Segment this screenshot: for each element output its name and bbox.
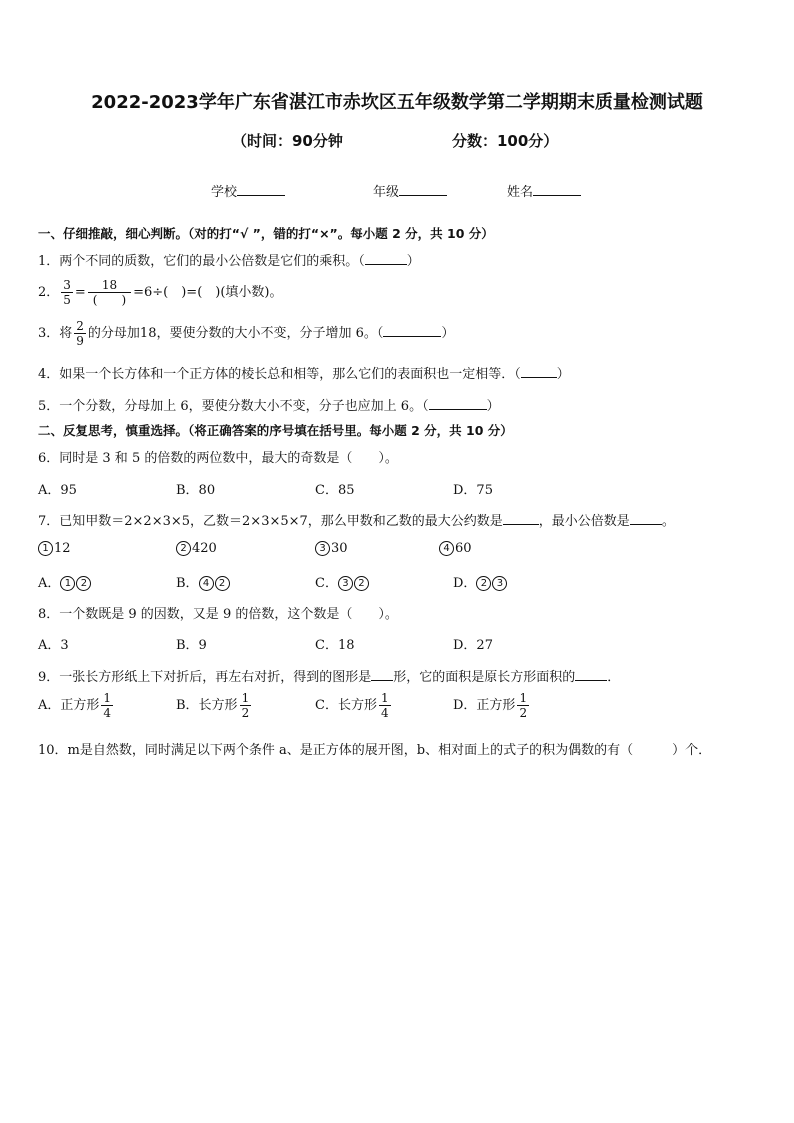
circled-number: 3 bbox=[315, 541, 330, 556]
question-3-text: 的分母加18，要使分数的大小不变，分子增加 6。（ bbox=[87, 326, 384, 341]
question-8: 8．一个数既是 9 的因数，又是 9 的倍数，这个数是（ ）。 bbox=[38, 607, 398, 622]
question-6-option-b[interactable]: B．80 bbox=[176, 483, 216, 498]
circled-number: 2 bbox=[76, 576, 91, 591]
question-3-end: ） bbox=[441, 326, 455, 341]
question-5-end: ） bbox=[486, 399, 500, 414]
fraction-numerator: 1 bbox=[519, 691, 528, 705]
question-1 bbox=[38, 250, 420, 269]
fraction-numerator: 1 bbox=[241, 691, 250, 705]
question-9-text: 9．一张长方形纸上下对折后，再左右对折，得到的图形是 bbox=[38, 670, 372, 685]
question-7-item-2 bbox=[176, 541, 217, 556]
grade-blank[interactable] bbox=[399, 183, 447, 196]
question-3-fraction bbox=[74, 320, 86, 347]
question-9-end: ． bbox=[607, 670, 621, 685]
question-9-option-b[interactable] bbox=[176, 692, 253, 719]
question-2-equals: = bbox=[74, 285, 86, 300]
option-label: B．长方形 bbox=[176, 698, 238, 713]
question-4-text: 4．如果一个长方体和一个正方体的棱长总和相等，那么它们的表面积也一定相等．（ bbox=[38, 367, 521, 382]
question-6-option-a[interactable]: A．95 bbox=[38, 483, 77, 498]
question-6-option-c[interactable]: C．85 bbox=[315, 483, 355, 498]
school-label: 学校 bbox=[211, 185, 238, 200]
question-9-answer-1[interactable] bbox=[371, 669, 393, 681]
question-1-end: ） bbox=[406, 254, 420, 269]
circled-number: 2 bbox=[476, 576, 491, 591]
school-blank[interactable] bbox=[237, 183, 285, 196]
circled-number: 3 bbox=[338, 576, 353, 591]
fraction-denominator[interactable]: ( ) bbox=[92, 293, 127, 307]
circled-number: 4 bbox=[199, 576, 214, 591]
question-8-option-a[interactable]: A．3 bbox=[38, 638, 69, 653]
fraction-numerator: 18 bbox=[88, 279, 131, 293]
exam-score: 分数：100分） bbox=[452, 132, 559, 150]
question-3-prefix: 3．将 bbox=[38, 326, 73, 341]
question-7-text: 7．已知甲数＝2×2×3×5，乙数＝2×3×5×7，那么甲数和乙数的最大公约数是 bbox=[38, 514, 503, 529]
option-fraction bbox=[240, 692, 252, 719]
fraction-denominator: 2 bbox=[519, 706, 528, 720]
question-4-end: ） bbox=[556, 367, 570, 382]
question-3-answer[interactable] bbox=[383, 325, 441, 337]
question-8-option-d[interactable]: D．27 bbox=[453, 638, 493, 653]
question-7-option-b[interactable] bbox=[176, 572, 231, 591]
circled-number: 1 bbox=[38, 541, 53, 556]
question-1-answer[interactable] bbox=[365, 253, 407, 265]
question-1-text: 1．两个不同的质数，它们的最小公倍数是它们的乘积。（ bbox=[38, 254, 365, 269]
question-7-mid: ，最小公倍数是 bbox=[538, 514, 630, 529]
school-field bbox=[211, 181, 285, 200]
question-7-item-3 bbox=[315, 541, 348, 556]
fraction-numerator: 3 bbox=[63, 278, 71, 292]
question-6-option-d[interactable]: D．75 bbox=[453, 483, 493, 498]
option-fraction bbox=[517, 692, 529, 719]
grade-label: 年级 bbox=[373, 185, 400, 200]
fraction-numerator: 1 bbox=[380, 691, 389, 705]
fraction-denominator: 9 bbox=[76, 334, 84, 348]
fraction-denominator: 5 bbox=[63, 293, 71, 307]
question-2-prefix: 2． bbox=[38, 285, 60, 300]
option-label: A．正方形 bbox=[38, 698, 100, 713]
question-6: 6．同时是 3 和 5 的倍数的两位数中，最大的奇数是（ ）。 bbox=[38, 451, 398, 466]
grade-field bbox=[373, 181, 447, 200]
question-9-option-c[interactable] bbox=[315, 692, 393, 719]
question-2-fraction-1 bbox=[61, 279, 73, 306]
item-value: 420 bbox=[192, 541, 217, 556]
question-7-option-a[interactable] bbox=[38, 572, 92, 591]
fraction-numerator: 1 bbox=[103, 691, 112, 705]
question-4-answer[interactable] bbox=[521, 366, 557, 378]
item-value: 60 bbox=[455, 541, 472, 556]
page-title: 2022-2023学年广东省湛江市赤坎区五年级数学第二学期期末质量检测试题 bbox=[91, 92, 703, 113]
question-9-option-d[interactable] bbox=[453, 692, 531, 719]
fraction-numerator: 2 bbox=[76, 319, 84, 333]
question-9-mid: 形，它的面积是原长方形面积的 bbox=[393, 670, 576, 685]
question-7-item-1 bbox=[38, 541, 71, 556]
name-label: 姓名 bbox=[507, 185, 534, 200]
circled-number: 2 bbox=[215, 576, 230, 591]
question-7-option-c[interactable] bbox=[315, 572, 370, 591]
question-9-option-a[interactable] bbox=[38, 692, 115, 719]
question-7-end: 。 bbox=[661, 514, 675, 529]
question-5 bbox=[38, 395, 500, 414]
question-8-option-c[interactable]: C．18 bbox=[315, 638, 355, 653]
question-4 bbox=[38, 363, 570, 382]
question-7-option-d[interactable] bbox=[453, 572, 508, 591]
question-2-rest: =6÷( )=( )(填小数)。 bbox=[133, 285, 283, 300]
circled-number: 2 bbox=[354, 576, 369, 591]
question-8-option-b[interactable]: B．9 bbox=[176, 638, 207, 653]
fraction-denominator: 4 bbox=[103, 706, 112, 720]
option-fraction bbox=[379, 692, 391, 719]
item-value: 12 bbox=[54, 541, 71, 556]
exam-time: （时间：90分钟 bbox=[232, 132, 343, 150]
circled-number: 1 bbox=[60, 576, 75, 591]
question-7-item-4 bbox=[439, 541, 472, 556]
option-label: C． bbox=[315, 576, 338, 591]
question-5-text: 5．一个分数，分母加上 6，要使分数大小不变，分子也应加上 6。（ bbox=[38, 399, 429, 414]
item-value: 30 bbox=[331, 541, 348, 556]
fraction-denominator: 4 bbox=[380, 706, 389, 720]
option-label: A． bbox=[38, 576, 61, 591]
question-3 bbox=[38, 320, 454, 347]
option-label: D． bbox=[453, 576, 477, 591]
section-1-heading: 一、仔细推敲，细心判断。（对的打“√ ”，错的打“×”。每小题 2 分，共 10 分） bbox=[38, 226, 494, 241]
option-label: B． bbox=[176, 576, 199, 591]
question-5-answer[interactable] bbox=[429, 398, 487, 410]
circled-number: 4 bbox=[439, 541, 454, 556]
question-9 bbox=[38, 666, 620, 685]
fraction-denominator: 2 bbox=[241, 706, 250, 720]
section-2-heading: 二、反复思考，慎重选择。（将正确答案的序号填在括号里。每小题 2 分，共 10 分） bbox=[38, 423, 513, 438]
question-9-answer-2[interactable] bbox=[575, 669, 607, 681]
name-blank[interactable] bbox=[533, 183, 581, 196]
name-field bbox=[507, 181, 581, 200]
question-2-fraction-2 bbox=[88, 279, 131, 306]
circled-number: 2 bbox=[176, 541, 191, 556]
option-fraction bbox=[101, 692, 113, 719]
option-label: D．正方形 bbox=[453, 698, 516, 713]
question-10: 10．m是自然数，同时满足以下两个条件 a、是正方体的展开图，b、相对面上的式子的积为偶数的有（ ）个． bbox=[38, 743, 712, 758]
question-7 bbox=[38, 510, 675, 529]
question-7-answer-1[interactable] bbox=[503, 513, 539, 525]
option-label: C．长方形 bbox=[315, 698, 377, 713]
question-2 bbox=[38, 279, 283, 306]
circled-number: 3 bbox=[492, 576, 507, 591]
question-7-answer-2[interactable] bbox=[630, 513, 662, 525]
